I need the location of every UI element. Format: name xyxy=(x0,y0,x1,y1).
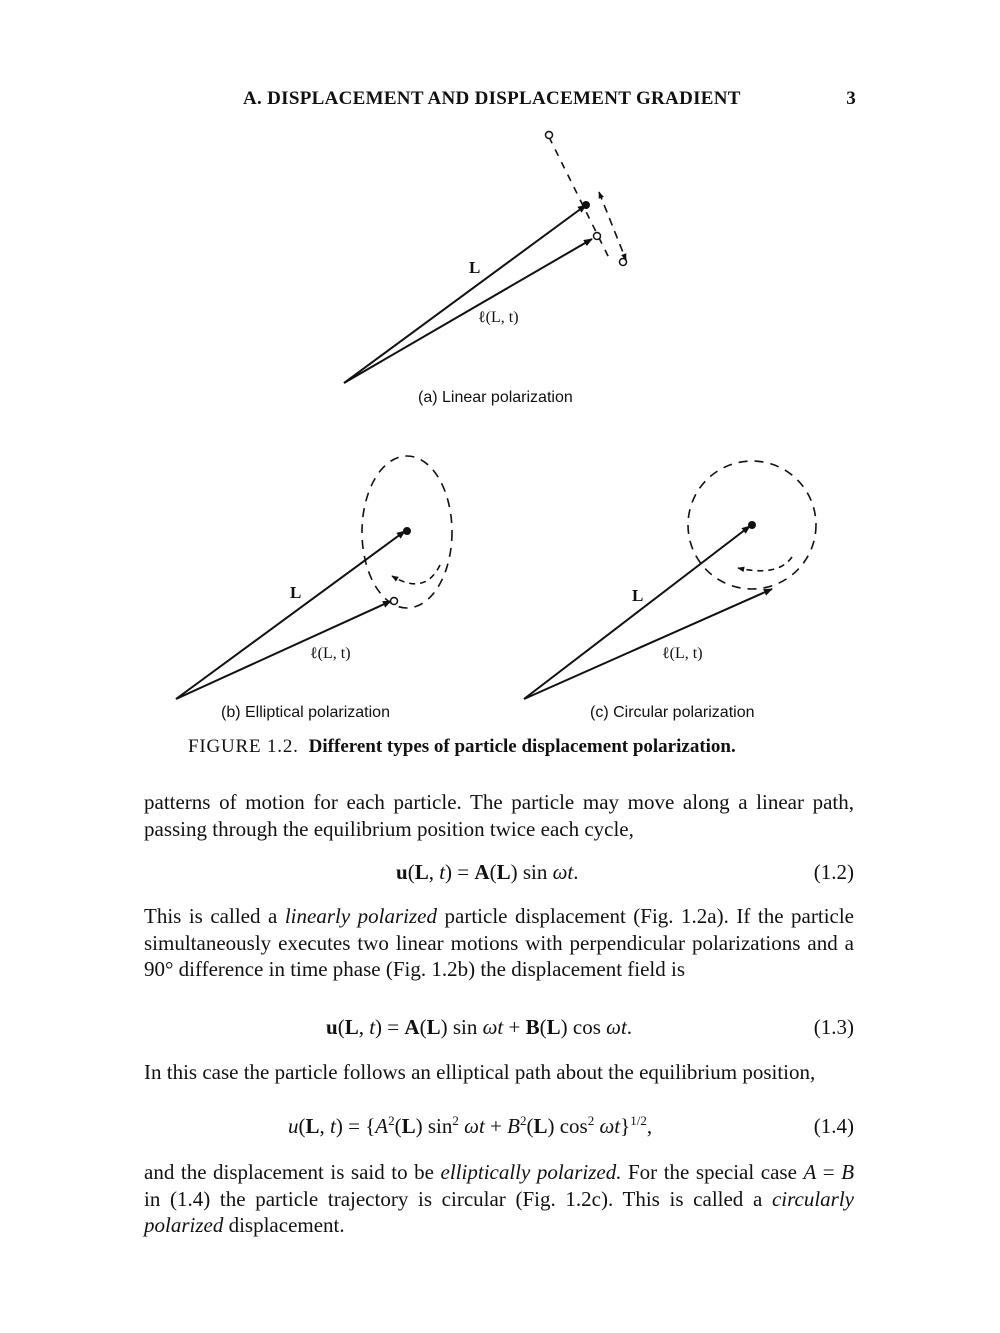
term-circularly-polarized: circularly polarized xyxy=(144,1186,854,1237)
term-linearly-polarized: linearly polarized xyxy=(284,904,438,928)
panel-a-vector-l xyxy=(344,239,592,383)
equation-1-4-number: (1.4) xyxy=(813,1114,854,1138)
paragraph-2: This is called a linearly polarized particle displacement (Fig. 1.2a). If the particle simultaneously executes two linear motions with perpendicular polarizations and a 90° difference in time phase (Fig. 1.2b) the displacement field is xyxy=(144,904,855,981)
panel-c-vector-l xyxy=(524,589,772,699)
equation-1-4 xyxy=(144,1114,854,1142)
panel-a-diagram xyxy=(344,132,627,384)
paragraph-1: patterns of motion for each particle. The particle may move along a linear path, passing through the equilibrium position twice each cycle, xyxy=(144,790,854,841)
panel-a-particle-equilibrium xyxy=(583,202,590,209)
running-head-title: A. DISPLACEMENT AND DISPLACEMENT GRADIENT xyxy=(243,88,741,109)
panel-c-particle-equilibrium xyxy=(749,522,756,529)
equation-1-4-body: u(L, $t) = \{A^2(L)$ $\sin^2 \omega t + B^2(L)$ $\cos^2 \omega t\}^{1/2}$, xyxy=(288,1113,653,1138)
panel-c-motion-arrow xyxy=(738,557,792,571)
figure-caption xyxy=(188,736,736,758)
equation-1-3 xyxy=(144,1015,854,1043)
panel-a-vector-L xyxy=(344,205,586,383)
panel-c-vector-L xyxy=(524,526,750,699)
panel-c-diagram xyxy=(524,461,816,699)
panel-a-caption: (a) Linear polarization xyxy=(418,389,573,406)
panel-a-label-l: ℓ(L, t) xyxy=(478,309,519,326)
panel-a-end-top xyxy=(546,132,553,139)
panel-c-caption: (c) Circular polarization xyxy=(590,704,755,721)
panel-b-particle-equilibrium xyxy=(404,528,411,535)
panel-c-label-l: ℓ(L, t) xyxy=(662,645,703,662)
term-elliptically-polarized: elliptically polarized. xyxy=(440,1160,622,1184)
panel-c-label-L: L xyxy=(632,586,644,605)
panel-b-label-l: ℓ(L, t) xyxy=(310,645,351,662)
equation-1-2-body: u(L, t) = A(L) sin ωt. xyxy=(396,860,579,884)
equation-1-3-number: (1.3) xyxy=(813,1015,854,1039)
panel-b-motion-arrow xyxy=(392,565,440,584)
panel-a-label-L: L xyxy=(469,258,481,277)
panel-b-vector-L xyxy=(176,531,405,699)
panel-b-vector-l xyxy=(176,601,391,699)
panel-a-oscillation-arrow xyxy=(599,192,626,260)
panel-b-label-L: L xyxy=(290,583,302,602)
panel-a-particle xyxy=(594,233,601,240)
panel-b-particle xyxy=(391,598,398,605)
paragraph-4: and the displacement is said to be elliptically polarized. For the special case A = B in (1.4) the particle trajectory is circular (Fig. 1.2c). This is called a circularly polarized displacement. xyxy=(144,1160,855,1237)
equation-1-3-body: u(L, t) = A(L) sin ωt + B(L) cos ωt. xyxy=(326,1015,633,1039)
paragraph-3: In this case the particle follows an elliptical path about the equilibrium position, xyxy=(144,1060,816,1084)
figure-caption-number: FIGURE 1.2. xyxy=(188,736,299,757)
page-number: 3 xyxy=(846,88,856,109)
panel-b-caption: (b) Elliptical polarization xyxy=(221,704,390,721)
figure-caption-text: Different types of particle displacement polarization. xyxy=(308,736,736,757)
equation-1-2 xyxy=(144,860,854,888)
equation-1-2-number: (1.2) xyxy=(813,860,854,884)
